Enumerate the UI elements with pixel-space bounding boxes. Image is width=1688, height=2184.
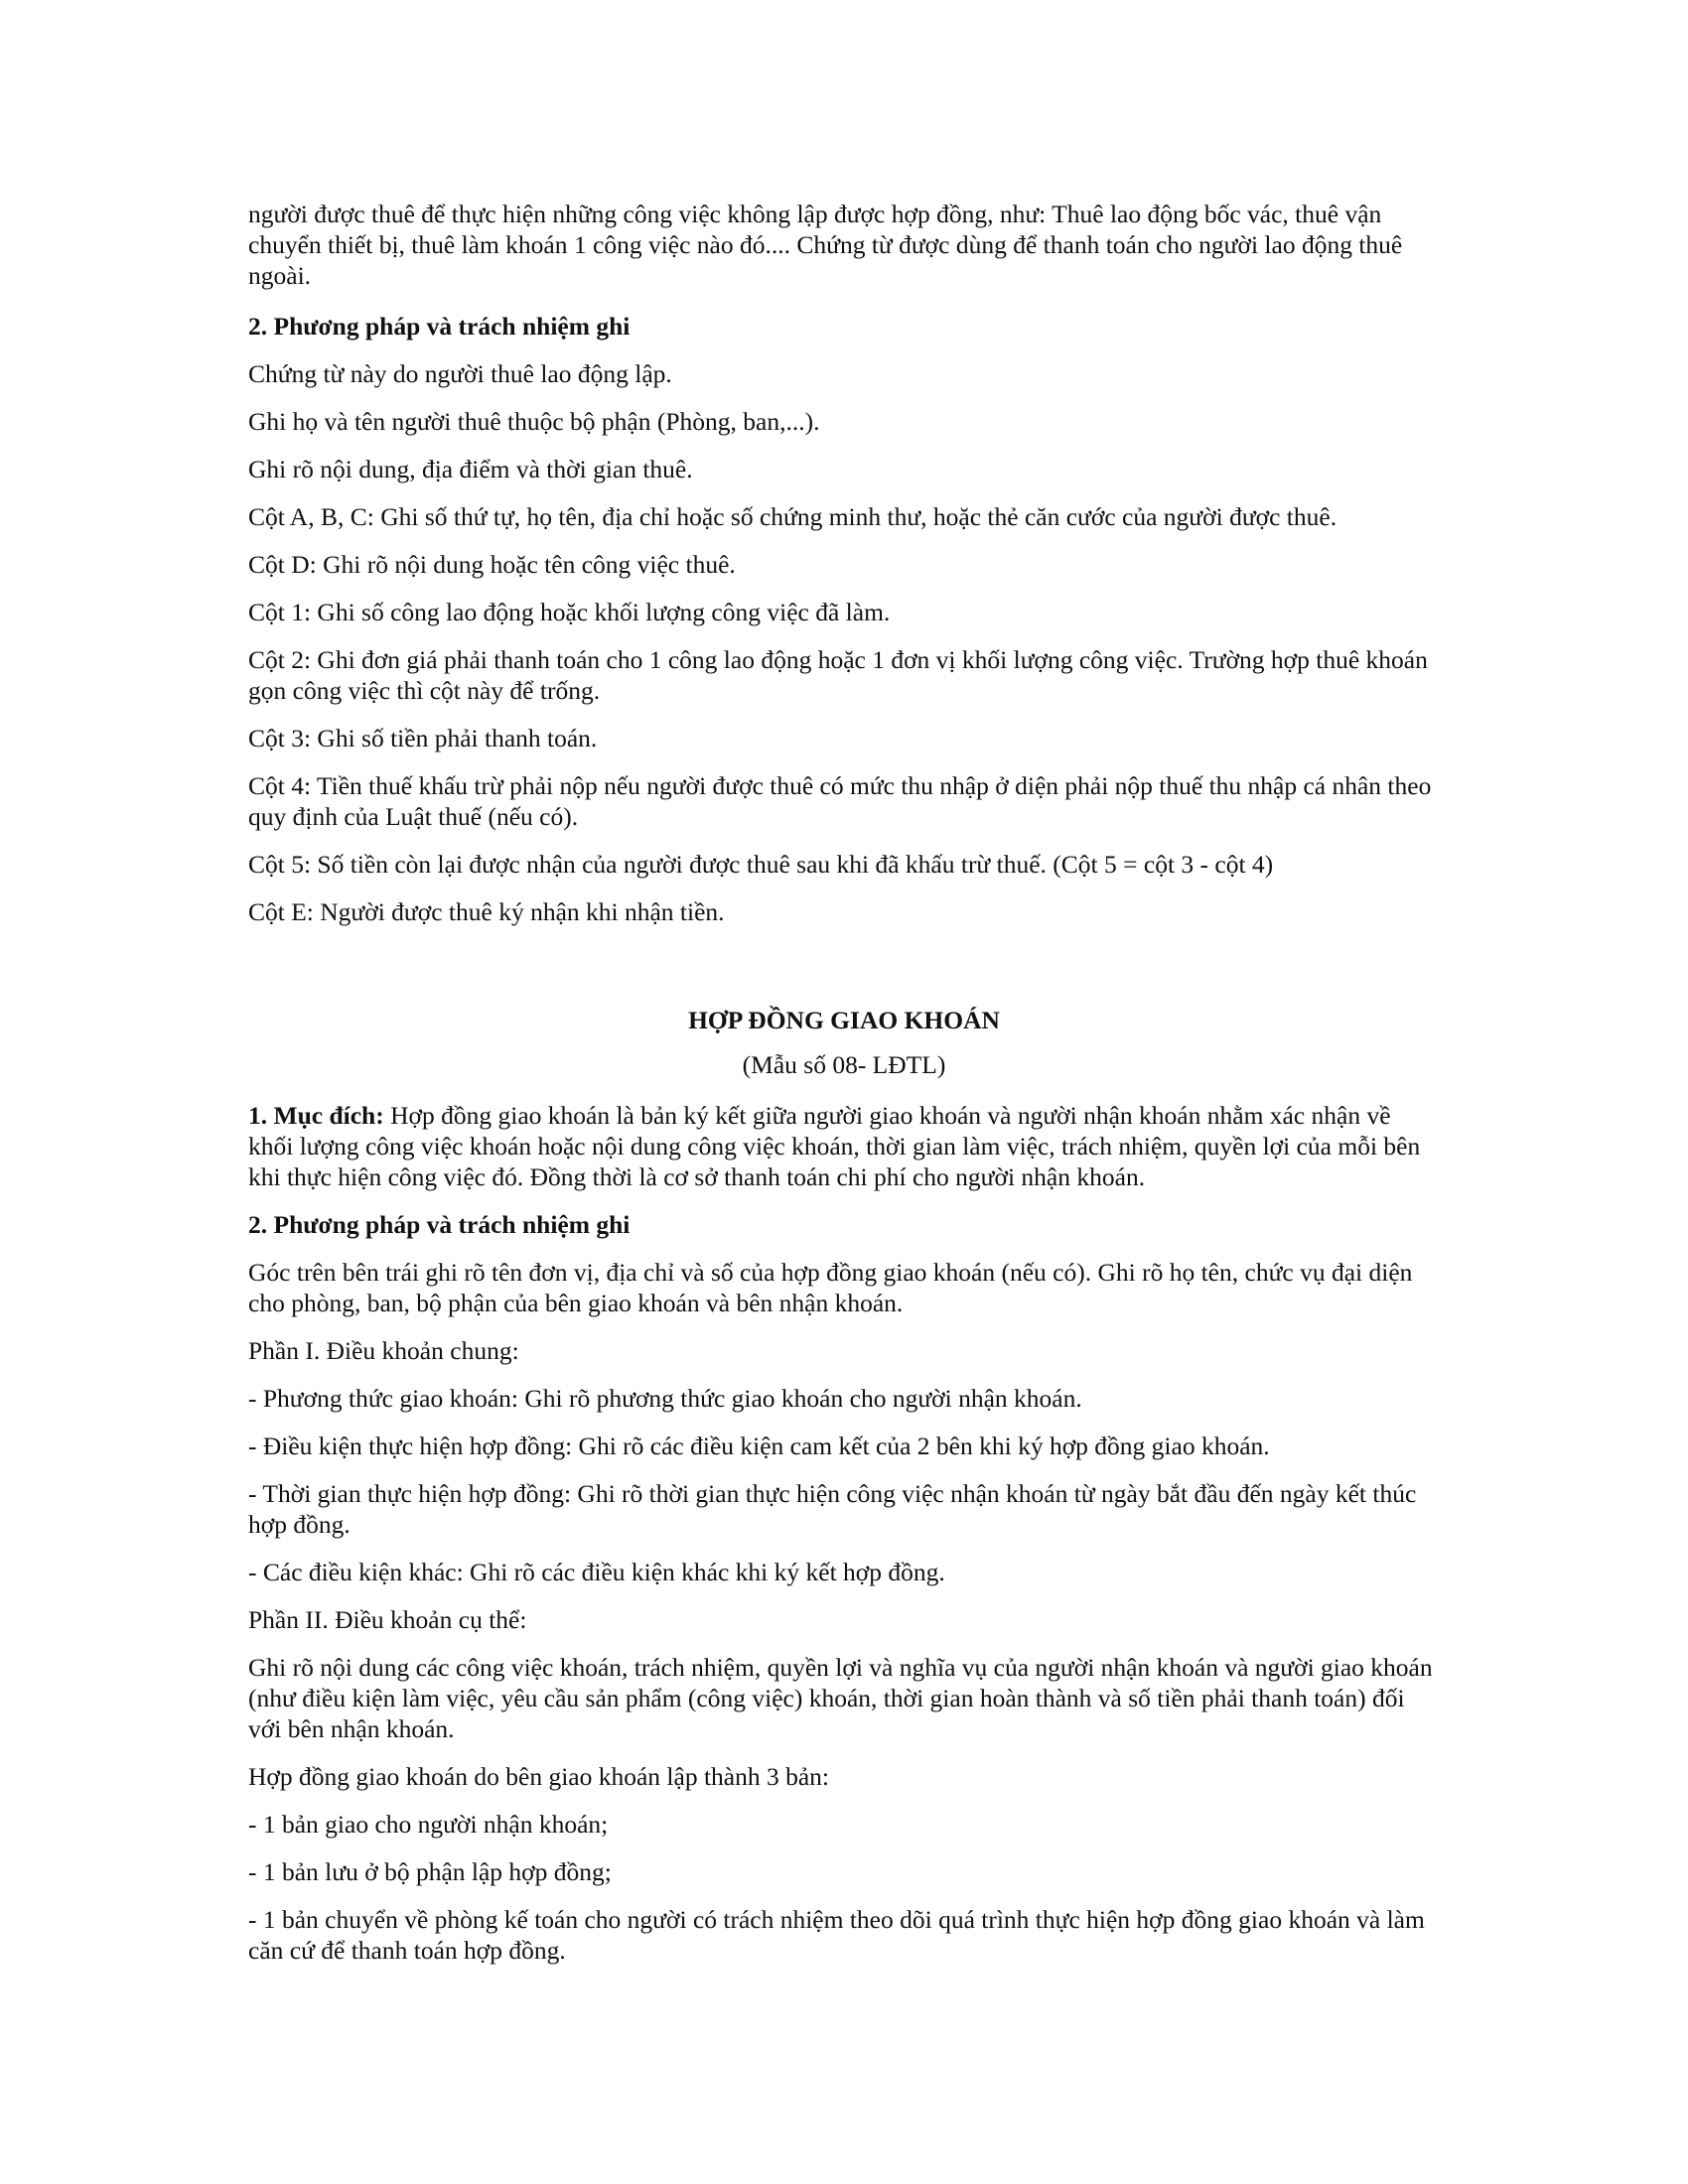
paragraph: Hợp đồng giao khoán do bên giao khoán lập thành 3 bản: [248, 1762, 829, 1791]
paragraph: Cột 3: Ghi số tiền phải thanh toán. [248, 724, 598, 752]
paragraph: Cột D: Ghi rõ nội dung hoặc tên công việc thuê. [248, 550, 736, 579]
paragraph: Phần I. Điều khoản chung: [248, 1336, 519, 1365]
list-item: - Phương thức giao khoán: Ghi rõ phương thức giao khoán cho người nhận khoán. [248, 1384, 1082, 1413]
section-b-heading: 2. Phương pháp và trách nhiệm ghi [248, 1210, 631, 1239]
paragraph: Góc trên bên trái ghi rõ tên đơn vị, địa chỉ và số của hợp đồng giao khoán (nếu có). Ghi rõ họ tên, chức vụ đại diện cho phòng, ban, bộ phận của bên giao khoán và bên nhận khoán. [248, 1258, 1413, 1317]
purpose-text: Hợp đồng giao khoán là bản ký kết giữa người giao khoán và người nhận khoán nhằm xác nhận về khối lượng công việc khoán hoặc nội dung công việc khoán, thời gian làm việc, trách nhiệm, quyền lợi của mỗi bên khi thực hiện công việc đó. Đồng thời là cơ sở thanh toán chi phí cho người nhận khoán. [248, 1101, 1421, 1191]
list-item: - 1 bản lưu ở bộ phận lập hợp đồng; [248, 1857, 612, 1886]
paragraph: Cột E: Người được thuê ký nhận khi nhận tiền. [248, 897, 725, 926]
purpose-paragraph [248, 1100, 1440, 1192]
paragraph: Ghi rõ nội dung, địa điểm và thời gian thuê. [248, 455, 693, 483]
paragraph: Cột A, B, C: Ghi số thứ tự, họ tên, địa chỉ hoặc số chứng minh thư, hoặc thẻ căn cước của người được thuê. [248, 502, 1337, 531]
paragraph: Cột 5: Số tiền còn lại được nhận của người được thuê sau khi đã khấu trừ thuế. (Cột 5 = cột 3 - cột 4) [248, 850, 1274, 879]
intro-paragraph: người được thuê để thực hiện những công việc không lập được hợp đồng, như: Thuê lao động bốc vác, thuê vận chuyển thiết bị, thuê làm khoán 1 công việc nào đó.... Chứng từ được dùng để thanh toán cho người lao động thuê ngoài. [248, 200, 1403, 290]
paragraph: Ghi rõ nội dung các công việc khoán, trách nhiệm, quyền lợi và nghĩa vụ của người nhận khoán và người giao khoán (như điều kiện làm việc, yêu cầu sản phẩm (công việc) khoán, thời gian hoàn thành và số tiền phải thanh toán) đối với bên nhận khoán. [248, 1653, 1433, 1743]
list-item: - Các điều kiện khác: Ghi rõ các điều kiện khác khi ký kết hợp đồng. [248, 1558, 945, 1586]
paragraph: Cột 4: Tiền thuế khấu trừ phải nộp nếu người được thuê có mức thu nhập ở diện phải nộp thuế thu nhập cá nhân theo quy định của Luật thuế (nếu có). [248, 771, 1432, 831]
form-number: (Mẫu số 08- LĐTL) [742, 1050, 946, 1079]
list-item: - Điều kiện thực hiện hợp đồng: Ghi rõ các điều kiện cam kết của 2 bên khi ký hợp đồng giao khoán. [248, 1432, 1270, 1460]
contract-title: HỢP ĐỒNG GIAO KHOÁN [688, 1006, 1000, 1034]
paragraph: Cột 1: Ghi số công lao động hoặc khối lượng công việc đã làm. [248, 598, 891, 626]
paragraph: Cột 2: Ghi đơn giá phải thanh toán cho 1 công lao động hoặc 1 đơn vị khối lượng công việc. Trường hợp thuê khoán gọn công việc thì cột này để trống. [248, 645, 1428, 705]
list-item: - Thời gian thực hiện hợp đồng: Ghi rõ thời gian thực hiện công việc nhận khoán từ ngày bắt đầu đến ngày kết thúc hợp đồng. [248, 1479, 1417, 1539]
list-item: - 1 bản chuyển về phòng kế toán cho người có trách nhiệm theo dõi quá trình thực hiện hợp đồng giao khoán và làm căn cứ để thanh toán hợp đồng. [248, 1905, 1425, 1965]
paragraph: Chứng từ này do người thuê lao động lập. [248, 359, 672, 388]
purpose-label: 1. Mục đích: [248, 1101, 384, 1130]
paragraph: Phần II. Điều khoản cụ thể: [248, 1605, 527, 1634]
list-item: - 1 bản giao cho người nhận khoán; [248, 1810, 609, 1839]
paragraph: Ghi họ và tên người thuê thuộc bộ phận (Phòng, ban,...). [248, 407, 820, 436]
section-a-heading: 2. Phương pháp và trách nhiệm ghi [248, 312, 631, 341]
